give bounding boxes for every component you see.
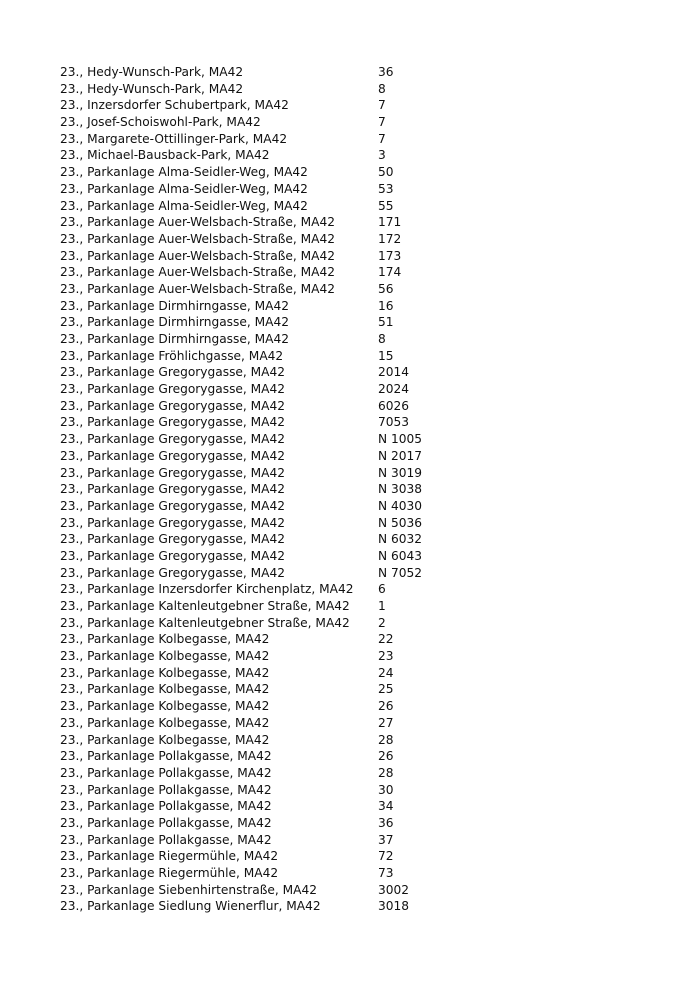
- list-item: [60, 715, 660, 732]
- park-number: 72: [378, 849, 394, 864]
- list-item: [60, 231, 660, 248]
- park-name: 23., Parkanlage Gregorygasse, MA42: [60, 482, 286, 497]
- park-number: 172: [378, 231, 402, 246]
- list-item: [60, 798, 660, 815]
- park-number: 7: [378, 98, 386, 113]
- park-number: 8: [378, 81, 386, 96]
- park-name: 23., Parkanlage Gregorygasse, MA42: [60, 432, 286, 447]
- park-name: 23., Parkanlage Auer-Welsbach-Straße, MA42: [60, 248, 335, 263]
- park-name: 23., Parkanlage Gregorygasse, MA42: [60, 515, 286, 530]
- park-name: 23., Parkanlage Riegermühle, MA42: [60, 849, 279, 864]
- park-number: 16: [378, 298, 394, 313]
- park-number: 36: [378, 815, 394, 830]
- list-item: [60, 414, 660, 431]
- park-name: 23., Parkanlage Alma-Seidler-Weg, MA42: [60, 198, 308, 213]
- park-name: 23., Parkanlage Pollakgasse, MA42: [60, 815, 272, 830]
- park-number: 55: [378, 198, 394, 213]
- park-number: 22: [378, 632, 394, 647]
- park-number: 2024: [378, 382, 410, 397]
- park-number: 3: [378, 148, 386, 163]
- list-item: [60, 114, 660, 131]
- park-name: 23., Parkanlage Gregorygasse, MA42: [60, 415, 286, 430]
- park-name: 23., Parkanlage Pollakgasse, MA42: [60, 799, 272, 814]
- park-number: 7: [378, 131, 386, 146]
- list-item: [60, 531, 660, 548]
- park-number: 28: [378, 732, 394, 747]
- park-number: N 5036: [378, 515, 423, 530]
- park-name: 23., Parkanlage Kolbegasse, MA42: [60, 649, 270, 664]
- park-name: 23., Parkanlage Fröhlichgasse, MA42: [60, 348, 284, 363]
- list-item: [60, 882, 660, 899]
- park-name: 23., Parkanlage Pollakgasse, MA42: [60, 749, 272, 764]
- list-item: [60, 681, 660, 698]
- park-number: N 7052: [378, 565, 423, 580]
- park-name: 23., Parkanlage Auer-Welsbach-Straße, MA42: [60, 265, 335, 280]
- park-number: N 2017: [378, 448, 423, 463]
- park-number: 2014: [378, 365, 410, 380]
- park-number: 15: [378, 348, 394, 363]
- list-item: [60, 581, 660, 598]
- list-item: [60, 298, 660, 315]
- park-name: 23., Parkanlage Auer-Welsbach-Straße, MA42: [60, 281, 335, 296]
- list-item: [60, 648, 660, 665]
- list-item: [60, 865, 660, 882]
- list-item: [60, 498, 660, 515]
- list-item: [60, 164, 660, 181]
- list-item: [60, 698, 660, 715]
- list-item: [60, 214, 660, 231]
- park-name: 23., Parkanlage Kolbegasse, MA42: [60, 715, 270, 730]
- park-number: 24: [378, 665, 394, 680]
- list-item: [60, 481, 660, 498]
- park-number: 8: [378, 332, 386, 346]
- park-name: 23., Parkanlage Gregorygasse, MA42: [60, 448, 286, 463]
- park-name: 23., Parkanlage Kolbegasse, MA42: [60, 699, 270, 714]
- park-name: 23., Parkanlage Auer-Welsbach-Straße, MA42: [60, 231, 335, 246]
- park-name: 23., Parkanlage Siebenhirtenstraße, MA42: [60, 882, 318, 897]
- park-name: 23., Margarete-Ottillinger-Park, MA42: [60, 131, 288, 146]
- park-number: 50: [378, 165, 394, 180]
- list-item: [60, 631, 660, 648]
- park-number: N 3038: [378, 482, 423, 497]
- park-number: 173: [378, 248, 402, 263]
- list-item: [60, 848, 660, 865]
- park-name: 23., Parkanlage Gregorygasse, MA42: [60, 365, 286, 380]
- park-number: 2: [378, 615, 386, 630]
- park-number: 7053: [378, 415, 410, 430]
- park-name: 23., Inzersdorfer Schubertpark, MA42: [60, 98, 289, 113]
- list-item: [60, 398, 660, 415]
- park-name: 23., Josef-Schoiswohl-Park, MA42: [60, 115, 261, 130]
- park-number: 56: [378, 281, 394, 296]
- park-name: 23., Parkanlage Kaltenleutgebner Straße, MA42: [60, 615, 350, 630]
- list-item: [60, 615, 660, 632]
- list-item: [60, 565, 660, 582]
- park-number: 34: [378, 799, 394, 814]
- park-number: N 1005: [378, 432, 423, 447]
- park-name: 23., Parkanlage Gregorygasse, MA42: [60, 382, 286, 397]
- park-number: 30: [378, 782, 394, 797]
- park-name: 23., Parkanlage Siedlung Wienerflur, MA42: [60, 899, 321, 914]
- park-number: 1: [378, 599, 386, 613]
- list-item: [60, 765, 660, 782]
- park-number: 25: [378, 682, 394, 697]
- list-item: [60, 815, 660, 832]
- park-number: N 3019: [378, 465, 423, 480]
- list-item: [60, 314, 660, 331]
- park-number: 73: [378, 866, 394, 880]
- park-number: 26: [378, 699, 394, 714]
- park-name: 23., Hedy-Wunsch-Park, MA42: [60, 81, 244, 96]
- park-name: 23., Parkanlage Kolbegasse, MA42: [60, 682, 270, 697]
- park-name: 23., Parkanlage Riegermühle, MA42: [60, 866, 279, 880]
- park-number: 28: [378, 765, 394, 780]
- park-number: N 6043: [378, 548, 423, 563]
- park-name: 23., Parkanlage Gregorygasse, MA42: [60, 548, 286, 563]
- list-item: [60, 64, 660, 81]
- list-item: [60, 548, 660, 565]
- park-name: 23., Parkanlage Gregorygasse, MA42: [60, 398, 286, 413]
- list-item: [60, 515, 660, 532]
- list-item: [60, 832, 660, 849]
- list-item: [60, 364, 660, 381]
- list-item: [60, 665, 660, 682]
- list-item: [60, 898, 660, 915]
- park-number: N 4030: [378, 498, 423, 513]
- park-number: 7: [378, 115, 386, 130]
- park-name: 23., Hedy-Wunsch-Park, MA42: [60, 65, 244, 79]
- list-item: [60, 248, 660, 265]
- park-number: 27: [378, 715, 394, 730]
- park-name: 23., Parkanlage Alma-Seidler-Weg, MA42: [60, 165, 308, 180]
- park-number: 26: [378, 749, 394, 764]
- park-number: N 6032: [378, 532, 423, 547]
- park-name: 23., Parkanlage Inzersdorfer Kirchenplatz, MA42: [60, 582, 354, 597]
- list-item: [60, 748, 660, 765]
- park-name: 23., Parkanlage Kolbegasse, MA42: [60, 632, 270, 647]
- list-item: [60, 147, 660, 164]
- park-number: 6: [378, 582, 386, 597]
- park-name: 23., Parkanlage Gregorygasse, MA42: [60, 465, 286, 480]
- list-item: [60, 181, 660, 198]
- park-name: 23., Parkanlage Kolbegasse, MA42: [60, 732, 270, 747]
- park-number: 53: [378, 181, 394, 196]
- park-number: 174: [378, 265, 402, 280]
- park-name: 23., Parkanlage Kolbegasse, MA42: [60, 665, 270, 680]
- park-name: 23., Parkanlage Gregorygasse, MA42: [60, 498, 286, 513]
- list-item: [60, 381, 660, 398]
- park-number: 6026: [378, 398, 410, 413]
- list-item: [60, 281, 660, 298]
- park-name: 23., Parkanlage Pollakgasse, MA42: [60, 765, 272, 780]
- list-item: [60, 198, 660, 215]
- park-name: 23., Parkanlage Dirmhirngasse, MA42: [60, 315, 289, 330]
- park-name: 23., Parkanlage Auer-Welsbach-Straße, MA42: [60, 215, 335, 230]
- park-number: 3002: [378, 882, 410, 897]
- list-item: [60, 348, 660, 365]
- park-number: 3018: [378, 899, 410, 914]
- list-item: [60, 131, 660, 148]
- list-item: [60, 782, 660, 799]
- park-name: 23., Parkanlage Pollakgasse, MA42: [60, 782, 272, 797]
- park-name: 23., Parkanlage Pollakgasse, MA42: [60, 832, 272, 847]
- park-number: 171: [378, 215, 402, 230]
- park-list: [60, 64, 660, 915]
- list-item: [60, 732, 660, 749]
- list-item: [60, 598, 660, 615]
- park-name: 23., Michael-Bausback-Park, MA42: [60, 148, 270, 163]
- list-item: [60, 465, 660, 482]
- park-number: 37: [378, 832, 394, 847]
- park-name: 23., Parkanlage Kaltenleutgebner Straße, MA42: [60, 599, 350, 613]
- list-item: [60, 431, 660, 448]
- park-name: 23., Parkanlage Gregorygasse, MA42: [60, 565, 286, 580]
- list-item: [60, 331, 660, 348]
- park-name: 23., Parkanlage Dirmhirngasse, MA42: [60, 332, 289, 346]
- park-number: 36: [378, 65, 394, 79]
- list-item: [60, 448, 660, 465]
- park-name: 23., Parkanlage Alma-Seidler-Weg, MA42: [60, 181, 308, 196]
- park-number: 23: [378, 649, 394, 664]
- park-name: 23., Parkanlage Gregorygasse, MA42: [60, 532, 286, 547]
- park-name: 23., Parkanlage Dirmhirngasse, MA42: [60, 298, 289, 313]
- list-item: [60, 97, 660, 114]
- list-item: [60, 81, 660, 98]
- list-item: [60, 264, 660, 281]
- park-number: 51: [378, 315, 394, 330]
